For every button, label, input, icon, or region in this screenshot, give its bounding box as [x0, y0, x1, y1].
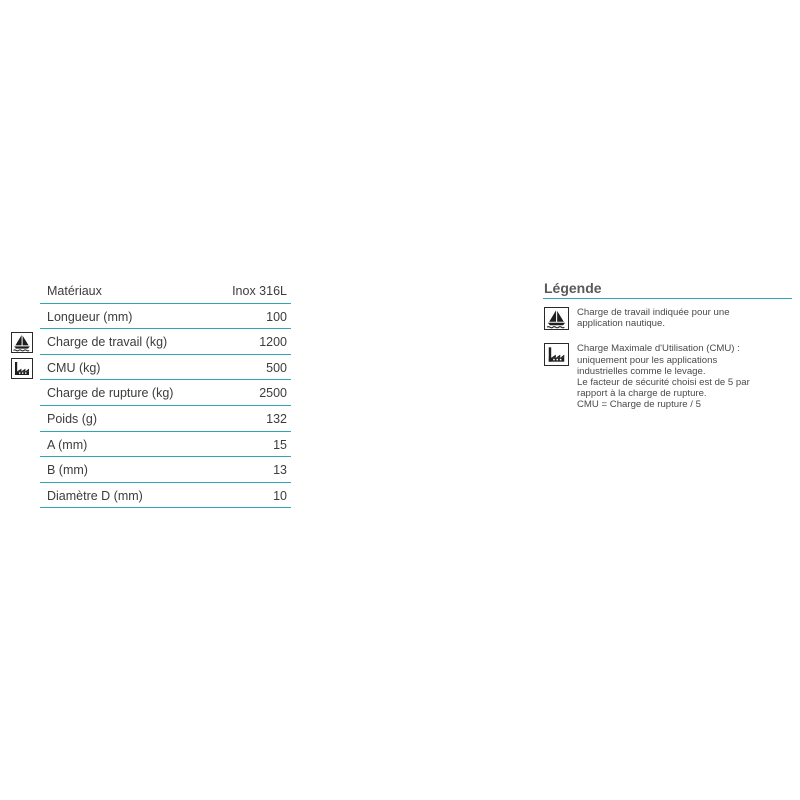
spec-row-materiaux: [40, 278, 291, 304]
legend-line: Le facteur de sécurité choisi est de 5 par: [577, 377, 750, 389]
spec-row-diametre-d: [40, 483, 291, 509]
spec-label: Longueur (mm): [47, 309, 133, 324]
spec-value: Inox 316L: [232, 284, 287, 298]
spec-label: A (mm): [47, 437, 88, 452]
legend-line: Charge de travail indiquée pour une: [577, 307, 730, 318]
sailboat-icon: [544, 307, 569, 330]
legend-entry-industrial: [544, 343, 792, 410]
spec-value: 2500: [259, 386, 287, 401]
spec-value: 132: [266, 411, 287, 426]
spec-table: [40, 278, 291, 508]
legend-line: CMU = Charge de rupture / 5: [577, 399, 701, 411]
spec-row-b: [40, 457, 291, 483]
spec-label: Diamètre D (mm): [47, 488, 143, 503]
legend-text: [577, 307, 792, 329]
factory-icon: [11, 358, 33, 379]
spec-row-cmu: [40, 355, 291, 381]
legend-panel: [543, 278, 792, 411]
spec-label: Charge de rupture (kg): [47, 386, 174, 401]
legend-line: uniquement pour les applications: [577, 354, 718, 366]
spec-value: 13: [273, 463, 287, 478]
spec-row-a: [40, 432, 291, 458]
legend-line: industrielles comme le levage.: [577, 365, 706, 377]
spec-label: CMU (kg): [47, 360, 101, 375]
spec-row-charge-de-rupture: [40, 380, 291, 406]
spec-row-poids: [40, 406, 291, 432]
legend-entry-nautical: [544, 307, 792, 329]
spec-value: 1200: [259, 335, 287, 350]
spec-row-charge-de-travail: [40, 329, 291, 355]
spec-row-longueur: [40, 304, 291, 330]
legend-text: [577, 343, 792, 410]
spec-label: B (mm): [47, 463, 88, 478]
spec-value: 100: [266, 309, 287, 324]
spec-value: 15: [273, 437, 287, 452]
legend-line: application nautique.: [577, 318, 666, 330]
legend-line: rapport à la charge de rupture.: [577, 388, 707, 400]
spec-label: Charge de travail (kg): [47, 335, 168, 350]
spec-label: Poids (g): [47, 411, 98, 426]
factory-icon: [544, 343, 569, 366]
spec-label: Matériaux: [47, 284, 102, 298]
legend-title: Légende: [543, 278, 792, 299]
spec-value: 500: [266, 360, 287, 375]
sailboat-icon: [11, 332, 33, 353]
legend-line: Charge Maximale d'Utilisation (CMU) :: [577, 343, 740, 355]
spec-value: 10: [273, 488, 287, 503]
